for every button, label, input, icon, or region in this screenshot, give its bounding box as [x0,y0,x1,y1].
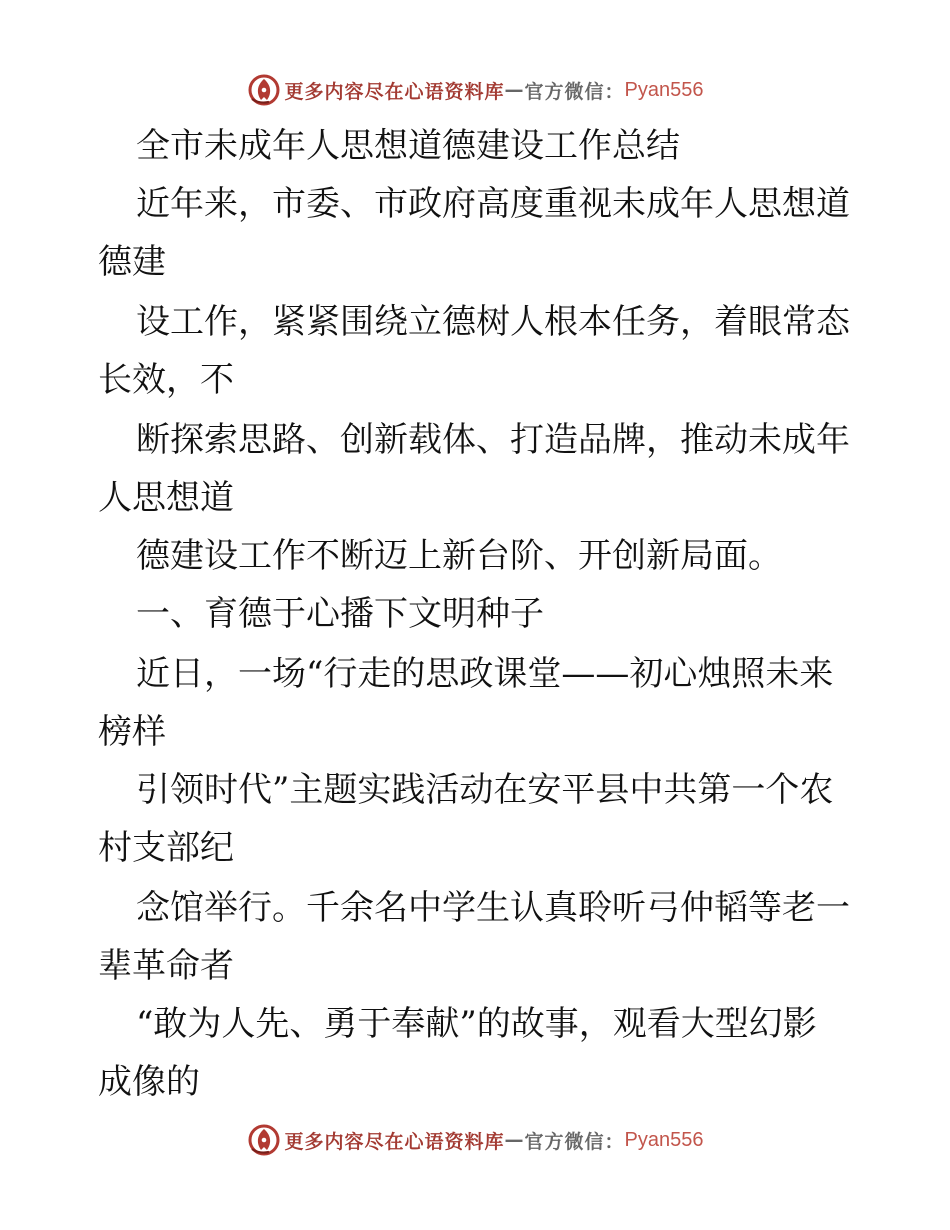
document-title: 全市未成年人思想道德建设工作总结 [136,126,680,166]
paragraph-line: 人思想道 [98,478,234,518]
paragraph-line: 德建 [98,242,166,282]
paragraph-line: 成像的 [98,1062,200,1102]
paragraph-line: 引领时代”主题实践活动在安平县中共第一个农 [136,770,834,810]
section-heading: 一、育德于心播下文明种子 [136,594,544,634]
footer-banner [0,1120,950,1160]
paragraph-line: 断探索思路、创新载体、打造品牌，推动未成年 [136,420,850,460]
paragraph-line: 近年来，市委、市政府高度重视未成年人思想道 [136,184,850,224]
paragraph-line: “敢为人先、勇于奉献”的故事，观看大型幻影 [136,1004,817,1044]
header-banner [0,70,950,110]
paragraph-line: 近日，一场“行走的思政课堂——初心烛照未来 [136,654,834,694]
paragraph-line: 榜样 [98,712,166,752]
paragraph-line: 辈革命者 [98,946,234,986]
banner-site-text: 更多内容尽在心语资料库 [284,80,505,103]
paragraph-line: 村支部纪 [98,828,234,868]
pen-nib-logo-icon [247,73,281,107]
banner-dash: — [504,79,525,101]
paragraph-line: 念馆举行。千余名中学生认真聆听弓仲韬等老一 [136,888,850,928]
banner-wechat-id: Pyan556 [624,1128,704,1151]
paragraph-line: 设工作，紧紧围绕立德树人根本任务，着眼常态 [136,302,850,342]
banner-wechat-id: Pyan556 [624,78,704,101]
banner-wechat-label: 官方微信： [524,80,625,103]
paragraph-line: 德建设工作不断迈上新台阶、开创新局面。 [136,536,782,576]
pen-nib-logo-icon [247,1123,281,1157]
banner-dash: — [504,1129,525,1151]
banner-site-text: 更多内容尽在心语资料库 [284,1130,505,1153]
paragraph-line: 长效，不 [98,360,234,400]
banner-wechat-label: 官方微信： [524,1130,625,1153]
